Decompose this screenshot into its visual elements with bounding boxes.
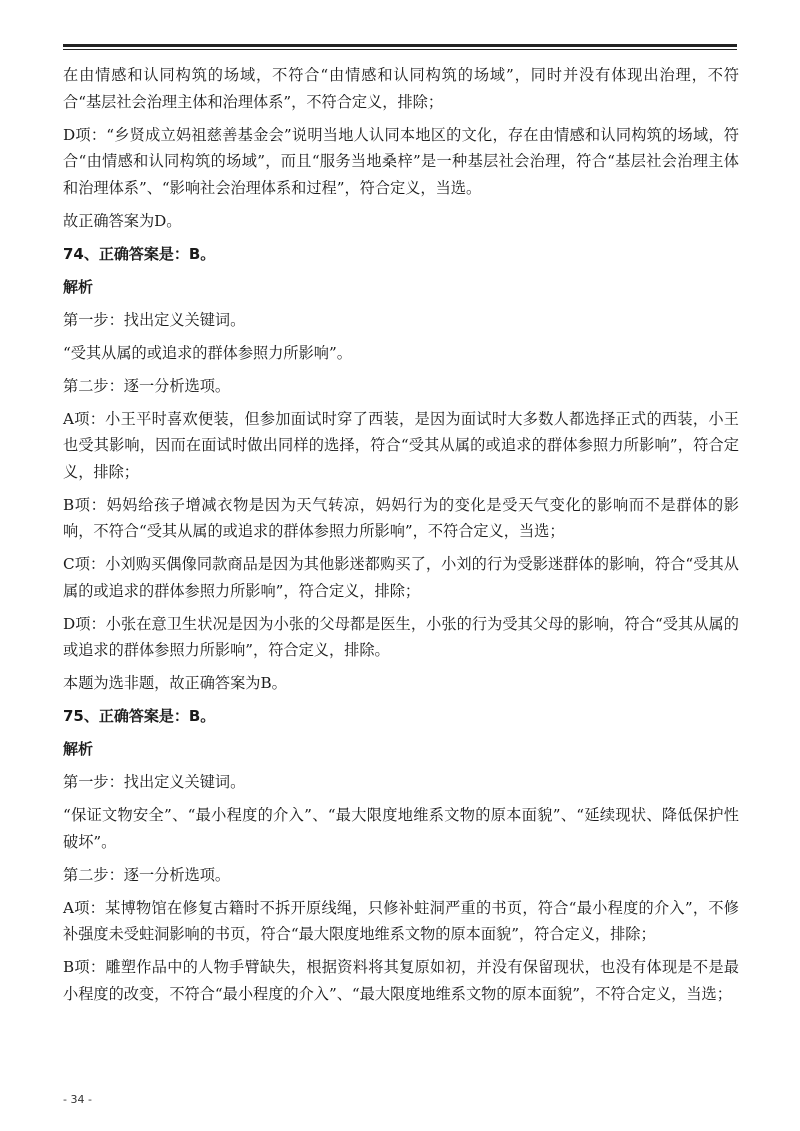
header-rule-thin: [63, 49, 737, 50]
paragraph: A项：小王平时喜欢便装，但参加面试时穿了西装，是因为面试时大多数人都选择正式的西装，小王也受其影响，因而在面试时做出同样的选择，符合“受其从属的或追求的群体参照力所影响”，符合定义，排除；: [63, 409, 739, 481]
paragraph: B项：雕塑作品中的人物手臂缺失，根据资料将其复原如初，并没有保留现状，也没有体现是不是最小程度的改变，不符合“最小程度的介入”、“最大限度地维系文物的原本面貌”，不符合定义，当选；: [63, 958, 739, 1003]
section-heading: 74、正确答案是：B。: [63, 244, 216, 263]
document-body: [63, 62, 739, 1014]
page-number: - 34 -: [63, 1093, 92, 1106]
paragraph: 第二步：逐一分析选项。: [63, 865, 231, 884]
header-rule-thick: [63, 44, 737, 47]
paragraph: 第二步：逐一分析选项。: [63, 376, 231, 395]
paragraph: B项：妈妈给孩子增减衣物是因为天气转凉，妈妈行为的变化是受天气变化的影响而不是群体的影响，不符合“受其从属的或追求的群体参照力所影响”，不符合定义，当选；: [63, 495, 739, 540]
paragraph: A项：某博物馆在修复古籍时不拆开原线绳，只修补蛀洞严重的书页，符合“最小程度的介入”，不修补强度未受蛀洞影响的书页，符合“最大限度地维系文物的原本面貌”，符合定义，排除；: [63, 898, 739, 943]
paragraph: “受其从属的或追求的群体参照力所影响”。: [63, 343, 352, 362]
paragraph: 在由情感和认同构筑的场域，不符合“由情感和认同构筑的场域”，同时并没有体现出治理，不符合“基层社会治理主体和治理体系”，不符合定义，排除；: [63, 66, 739, 111]
paragraph: 第一步：找出定义关键词。: [63, 310, 246, 329]
paragraph: 第一步：找出定义关键词。: [63, 773, 246, 791]
paragraph: D项：小张在意卫生状况是因为小张的父母都是医生，小张的行为受其父母的影响，符合“受其从属的或追求的群体参照力所影响”，符合定义，排除。: [63, 614, 739, 659]
paragraph: 故正确答案为D。: [63, 211, 182, 230]
paragraph: 本题为选非题，故正确答案为B。: [63, 674, 287, 692]
paragraph: “保证文物安全”、“最小程度的介入”、“最大限度地维系文物的原本面貌”、“延续现状、降低保护性破坏”。: [63, 806, 739, 851]
paragraph: D项：“乡贤成立妈祖慈善基金会”说明当地人认同本地区的文化，存在由情感和认同构筑的场域，符合“由情感和认同构筑的场域”，而且“服务当地桑梓”是一种基层社会治理，符合“基层社会治理主体和治理体系”、“影响社会治理体系和过程”，符合定义，当选。: [63, 125, 739, 197]
section-heading: 75、正确答案是：B。: [63, 707, 216, 725]
header-rule: [63, 44, 737, 50]
section-heading: 解析: [63, 740, 94, 758]
paragraph: C项：小刘购买偶像同款商品是因为其他影迷都购买了，小刘的行为受影迷群体的影响，符合“受其从属的或追求的群体参照力所影响”，符合定义，排除；: [63, 555, 739, 600]
section-heading: 解析: [63, 277, 94, 296]
